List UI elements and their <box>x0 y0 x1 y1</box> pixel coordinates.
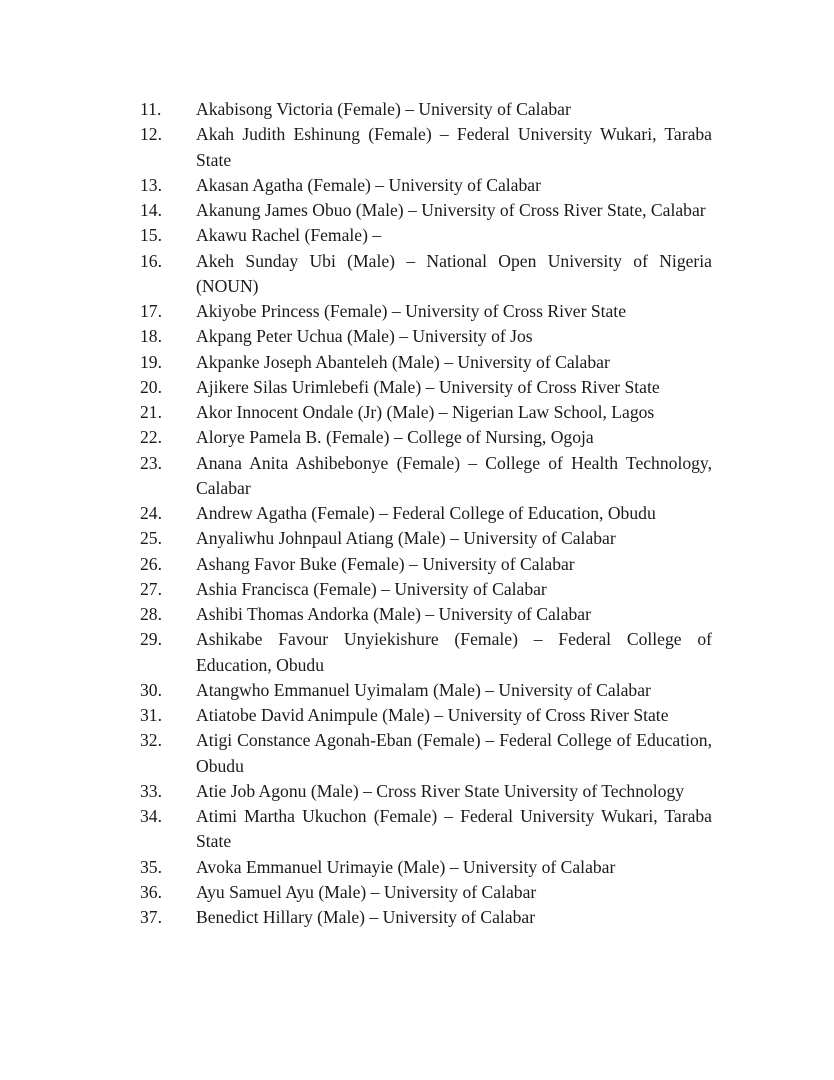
item-number: 22. <box>140 427 162 448</box>
item-number: 28. <box>140 604 162 624</box>
item-number: 31. <box>140 705 162 725</box>
list-item <box>140 97 712 122</box>
item-text: Ajikere Silas Urimlebefi (Male) – University of Cross River State <box>196 376 660 397</box>
list-item <box>140 400 712 425</box>
item-number: 32. <box>140 730 162 751</box>
item-number: 36. <box>140 881 162 902</box>
list-item <box>140 779 712 804</box>
item-text: Ashang Favor Buke (Female) – University of Calabar <box>196 553 575 574</box>
list-item <box>140 198 712 223</box>
list-item <box>140 602 712 627</box>
item-number: 16. <box>140 250 162 271</box>
list-item <box>140 375 712 400</box>
item-text: Atie Job Agonu (Male) – Cross River State University of Technology <box>196 780 685 801</box>
list-item <box>140 804 712 855</box>
list-item <box>140 577 712 602</box>
item-text: Akawu Rachel (Female) – <box>196 225 382 246</box>
item-text: Akpanke Joseph Abanteleh (Male) – University of Calabar <box>196 351 610 372</box>
item-text: Akeh Sunday Ubi (Male) – National Open University of Nigeria (NOUN) <box>196 250 712 296</box>
item-number: 13. <box>140 174 162 195</box>
item-number: 14. <box>140 200 162 220</box>
list-item <box>140 728 712 779</box>
list-item <box>140 425 712 450</box>
list-item <box>140 627 712 678</box>
item-text: Alorye Pamela B. (Female) – College of Nursing, Ogoja <box>196 427 594 448</box>
item-text: Atangwho Emmanuel Uyimalam (Male) – University of Calabar <box>196 679 651 700</box>
item-number: 37. <box>140 907 162 927</box>
list-item <box>140 678 712 703</box>
list-item <box>140 173 712 198</box>
list-item <box>140 526 712 551</box>
item-text: Anyaliwhu Johnpaul Atiang (Male) – University of Calabar <box>196 528 616 549</box>
list-item <box>140 855 712 880</box>
item-number: 20. <box>140 376 162 397</box>
item-text: Atiatobe David Animpule (Male) – University of Cross River State <box>196 705 669 725</box>
item-text: Akpang Peter Uchua (Male) – University of Jos <box>196 326 533 347</box>
list-item <box>140 122 712 173</box>
item-text: Atimi Martha Ukuchon (Female) – Federal University Wukari, Taraba State <box>196 806 712 852</box>
list-item <box>140 703 712 728</box>
item-text: Akiyobe Princess (Female) – University of Cross River State <box>196 301 626 321</box>
list-item <box>140 552 712 577</box>
list-item <box>140 299 712 324</box>
list-item <box>140 350 712 375</box>
list-item <box>140 905 712 930</box>
item-number: 21. <box>140 402 162 422</box>
item-text: Anana Anita Ashibebonye (Female) – College of Health Technology, Calabar <box>196 452 712 498</box>
item-number: 18. <box>140 326 162 347</box>
numbered-list <box>140 97 712 930</box>
item-number: 25. <box>140 528 162 549</box>
item-number: 29. <box>140 629 162 650</box>
item-text: Benedict Hillary (Male) – University of Calabar <box>196 907 536 927</box>
item-text: Atigi Constance Agonah-Eban (Female) – Federal College of Education, Obudu <box>196 730 712 776</box>
list-item <box>140 880 712 905</box>
item-number: 23. <box>140 452 162 473</box>
item-text: Akanung James Obuo (Male) – University of Cross River State, Calabar <box>196 200 706 220</box>
item-number: 30. <box>140 679 162 700</box>
item-text: Akor Innocent Ondale (Jr) (Male) – Nigerian Law School, Lagos <box>196 402 655 422</box>
list-item <box>140 451 712 502</box>
item-text: Ashia Francisca (Female) – University of Calabar <box>196 578 547 599</box>
list-item <box>140 223 712 248</box>
item-text: Avoka Emmanuel Urimayie (Male) – University of Calabar <box>196 856 616 877</box>
item-number: 17. <box>140 301 162 321</box>
item-text: Andrew Agatha (Female) – Federal College of Education, Obudu <box>196 503 656 523</box>
list-item <box>140 249 712 300</box>
item-number: 33. <box>140 780 162 801</box>
item-text: Ashikabe Favour Unyiekishure (Female) – Federal College of Education, Obudu <box>196 629 712 675</box>
item-number: 26. <box>140 553 162 574</box>
item-text: Akah Judith Eshinung (Female) – Federal University Wukari, Taraba State <box>196 124 712 170</box>
item-number: 19. <box>140 351 162 372</box>
item-number: 35. <box>140 856 162 877</box>
item-text: Ashibi Thomas Andorka (Male) – University of Calabar <box>196 604 591 624</box>
item-number: 27. <box>140 578 162 599</box>
item-number: 24. <box>140 503 162 523</box>
item-number: 34. <box>140 806 162 826</box>
item-text: Akabisong Victoria (Female) – University of Calabar <box>196 99 571 119</box>
list-item <box>140 501 712 526</box>
list-item <box>140 324 712 349</box>
item-text: Akasan Agatha (Female) – University of Calabar <box>196 174 541 195</box>
item-text: Ayu Samuel Ayu (Male) – University of Calabar <box>196 881 537 902</box>
item-number: 15. <box>140 225 162 246</box>
item-number: 11. <box>140 99 162 119</box>
item-number: 12. <box>140 124 162 145</box>
